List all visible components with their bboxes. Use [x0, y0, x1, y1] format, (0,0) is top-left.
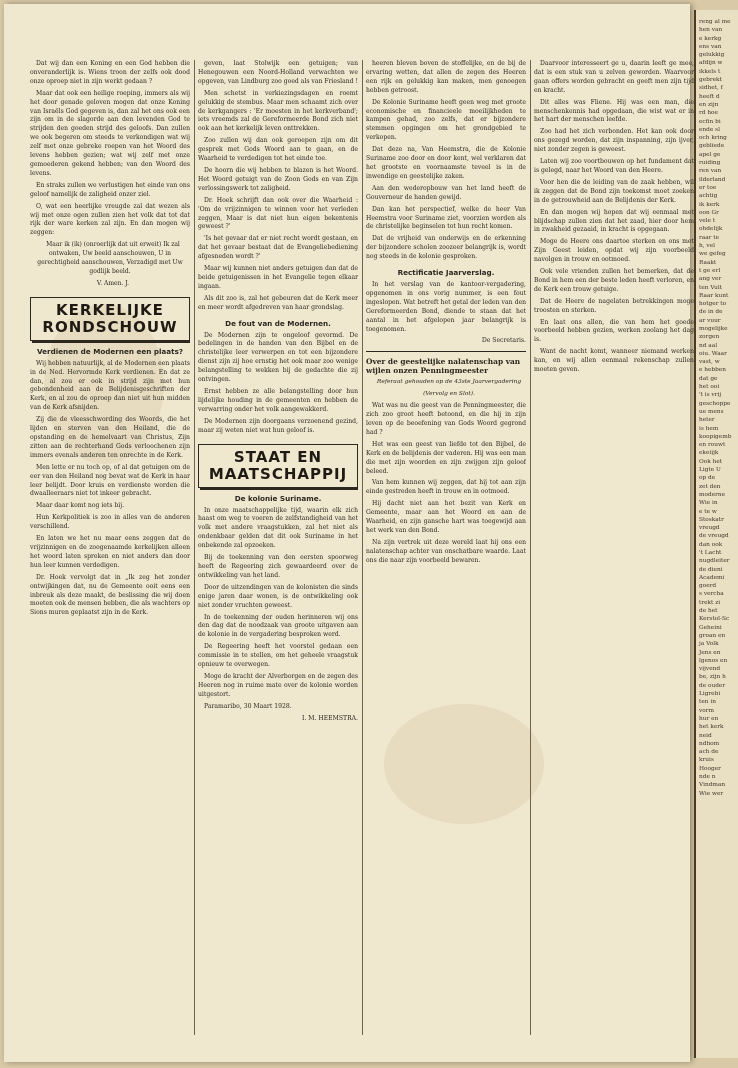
paragraph: Ernst hebben ze alle belangstelling door hun lijdelijke houding in de gemeenten en hebben de verwarring onder het volk aangewakkerd.: [198, 388, 358, 413]
next-page-line: 't Lacht: [699, 550, 722, 556]
next-page-line: ja Volk: [699, 641, 719, 648]
next-page-line: ik kerk: [699, 201, 720, 208]
column-rule: [362, 60, 363, 1035]
next-page-line: neid: [699, 732, 712, 739]
next-page-line: gelukkig: [699, 52, 725, 59]
next-page-line: nugdleiter: [699, 558, 730, 565]
next-page-line: goerd: [699, 583, 717, 590]
paragraph: Wat was nu die geest van de Penningmeester, die zich zoo groot heeft betoond, en die hij in zijn leven op de beoefening van Gods Woord gegrond had ?: [366, 402, 526, 436]
next-page-line: Raakt: [699, 259, 717, 266]
next-page-line: de in de: [699, 309, 723, 316]
dateline: Paramaribo, 30 Maart 1928.: [204, 702, 292, 710]
next-page-line: oon Gr: [699, 209, 719, 216]
next-page-line: Kerstol-Sc: [699, 616, 730, 623]
next-page-line: gebliede: [699, 143, 725, 150]
next-page-line: ang ver: [699, 276, 722, 283]
paragraph: En laten we het nu maar eens zeggen dat de vrijzinnigen en de zoogenaamde kerkelijken alleen het woord laten spreken en niet anders dan door hun leer kunnen verdedigen.: [30, 535, 190, 569]
paragraph: Dat deze na, Van Heemstra, die de Kolonie Suriname zoo door en door kent, wel verklaren dat het grootste en voornaamste teveel is in de inwendige en geestelijke zaken.: [366, 146, 526, 180]
next-page-line: och kring: [699, 135, 727, 142]
next-page-line: hotger to: [699, 301, 727, 308]
next-page-line: trekt zi: [699, 599, 721, 606]
paragraph: Dat de Heere de nagelaten betrekkingen moge troosten en sterken.: [534, 297, 694, 314]
paragraph: Voor hen die de leiding van de zaak hebben, wil ik zeggen dat de Bond zijn toekomst moet zoeken in de getrouwheid aan de Belijdenis der Kerk.: [534, 178, 694, 204]
next-page-line: s vercha: [699, 591, 724, 598]
next-page-line: moderne: [699, 491, 726, 498]
next-page-line: Raar kunt: [699, 292, 729, 299]
signature: De Secretaris.: [481, 337, 526, 345]
next-page-line: en rouwt: [699, 442, 726, 449]
column-1: [30, 60, 190, 1040]
paragraph: Dr. Hoek vervolgt dat in „Ik zeg het zonder ontwijkingen dat, nu de Gemeente ooit eens een inbreuk als deze maakt, de beslissing die wij doen moeten ook de mensen hebben, die als wachters op Sions muren geplaatst zijn in de Kerk.: [30, 573, 190, 617]
article-subtitle: Referaat gehouden op de 43ste Jaarvergadering: [376, 379, 522, 386]
paragraph: Zoo zullen wij dan ook geroepen zijn om dit gesprek met Gods Woord aan te gaan, en de Waarheid te verdedigen tot het einde toe.: [198, 137, 358, 163]
next-page-line: hur en: [699, 715, 719, 722]
paragraph: Van hem kunnen wij zeggen, dat hij tot aan zijn einde gestreden heeft in trouw en in ootmoed.: [366, 479, 526, 496]
paragraph: Laten wij zoo voortbouwen op het fundament dat is gelegd, naar het Woord van den Heere.: [534, 158, 694, 174]
author-byline: I. M. HEEMSTRA.: [301, 714, 358, 722]
article-meta: (Vervolg en Slot).: [423, 391, 475, 398]
next-page-line: Ook het: [699, 458, 723, 465]
next-page-line: oiu. Waar: [699, 350, 727, 357]
next-page-line: rd hoe: [699, 110, 718, 117]
next-page-line: ach de: [699, 749, 719, 756]
next-page-line: e kerkg: [699, 35, 722, 42]
paragraph: heeren bleven boven de stoffelijke, en de bij de ervaring wetten, dat allen de zegen des Heeren een rijk en gelukkig kan maken, men genoegen hebben getroost.: [366, 60, 526, 94]
paragraph: Maar daar komt nog iets bij.: [36, 502, 125, 510]
paragraph: In onze maatschappelijke tijd, waarin elk zich haast om weg te voeren de zelfstandigheid van het volk met andere vraagstukken, zal het niet als ondenkbaar gelden dat dit ook Suriname in het onbekende zal opzoeken.: [198, 506, 358, 550]
paragraph: Dr. Hoek schrijft dan ook over die Waarheid : 'Om de vrijzinnigen te winnen voor het verleden zeggen, Maar is dat niet hun eigen bekentenis geweest ?': [198, 196, 358, 231]
next-page-line: ilderland: [699, 176, 726, 183]
next-page-line: achtig: [699, 193, 718, 200]
paragraph: Hij dacht niet aan het bezit van Kerk en Gemeente, maar aan het Woord en aan de Waarheid, en zijn gansche hart was toegewijd aan het werk van den Bond.: [366, 500, 526, 534]
paragraph: Dit alles was Fliene. Hij was een man, die menschenkennis had opgedaan, die wist wat er in het hart der menschen leefde.: [534, 98, 694, 124]
paragraph: geven, laat Stolwijk een getuigen; van Henegouwen een Noord-Holland verwachten we opgeven, van Lindburg zoo goed als van Friesland !: [198, 60, 358, 85]
next-page-line: zorgen: [699, 334, 720, 341]
next-page-line: Wie in: [699, 500, 718, 507]
paragraph: En dan mogen wij hopen dat wij eenmaal met blijdschap zullen zien dat het zaad, hier door hem in zwakheid gezaaid, in kracht is opgegaan.: [534, 208, 694, 234]
paragraph: Moge de Heere ons daartoe sterken en ons met Zijn Geest leiden, opdat wij zijn voorbeeld navolgen in trouw en ootmoed.: [534, 238, 694, 264]
next-page-line: het ooi: [699, 384, 720, 391]
next-page-line: e hebben: [699, 367, 727, 374]
next-page-line: heeft d: [699, 93, 720, 100]
next-page-line: op de: [699, 475, 716, 482]
paragraph: Moge de kracht der Alverborgen en de zegen des Heeren nog in ruime mate over de kolonie worden uitgestort.: [198, 672, 358, 698]
paragraph: Daarvoor interesseert ge u, daarin leeft ge mee, dat is een stuk van u zelven geworden. Waarvoor gaan offers worden gebracht en geeft men zijn tijd en kracht.: [534, 60, 694, 94]
next-page-line: nd aal: [699, 342, 718, 349]
divider: [366, 351, 526, 352]
paragraph: Ook vele vrienden zullen het bemerken, dat de Bond in hem een der beste leden heeft verloren, en de Kerk een trouw getuige.: [534, 268, 694, 293]
column-rule: [194, 60, 195, 1035]
paragraph: Dan kan het perspectief, welke de heer Van Heemstra voor Suriname ziet, voorzien worden als de christelijke beginselen tot hun recht komen.: [366, 205, 526, 231]
next-page-line: h, vel: [699, 243, 715, 250]
paragraph: En laat ons allen, die van hem het goede voorbeeld hebben gezien, werken zoolang het dag is.: [534, 318, 694, 344]
next-page-line: koopigemb: [699, 433, 732, 440]
article-title: Over de geestelijke nalatenschap van wijlen onzen Penningmeester: [366, 357, 521, 376]
next-page-line: raar te: [699, 234, 720, 241]
paragraph: Men lette er nu toch op, of al dat getuigen om de eer van den Heiland nog bevat wat de Kerk in haar leer belijdt. Door kruis en verdienste worden die dwaalleeraars niet tot inkeer gebracht.: [30, 463, 190, 498]
next-page-line: Ligte U: [699, 467, 721, 474]
next-page-line: de ouder: [699, 682, 726, 689]
next-page-line: de dieni: [699, 566, 723, 573]
next-page-line: ten Vult: [699, 284, 723, 291]
next-page-line: vele t: [699, 218, 716, 225]
section-banner-kerkelijke-rondschouw: [30, 297, 190, 341]
next-page-line: mogelijke: [699, 325, 728, 332]
section-banner-staat-en-maatschappij: [198, 444, 358, 488]
next-page-line: er toe: [699, 184, 717, 191]
next-page-line: ens van: [699, 43, 722, 50]
next-page-line: gebrekt: [699, 77, 722, 84]
next-page-line: Geheini: [699, 624, 722, 631]
paragraph: De hoorn die wij hebben te blazen is het Woord. Het Woord getuigt van de Zoon Gods en van Zijn verlossingswerk tot zaligheid.: [198, 166, 358, 192]
next-page-line: 't is vrij: [699, 392, 722, 399]
next-page-line: afdijn w: [699, 60, 723, 67]
subheading: Rectificatie Jaarverslag.: [397, 268, 495, 278]
next-page-line: dan ook: [699, 541, 723, 548]
paragraph: Dat wij dan een Koning en een God hebben die onveranderlijk is. Wiens troon der zelfs ook dood onze oproep niet in zijn werkt gedaan ?: [30, 60, 190, 85]
next-page-line: de het: [699, 608, 718, 615]
next-page-line: ar vuur: [699, 317, 721, 324]
paragraph: In het verslag van de kantoor-vergadering, opgenomen in ons vorig nummer, is een fout ingeslopen. Wat betreft het getal der leden van den Gereformeerden Bond, diende te staan dat het aantal in het afgelopen jaar belangrijk is toegenomen.: [366, 281, 526, 333]
psalm-quote: Maar ik (ik) (onroerlijk dat uit erweit) Ik zal ontwaken, Uw beeld aanschouwen, U in gerechtigheid aanschouwen, Verzadigd met Uw godlijk beeld.: [37, 241, 183, 275]
next-page-line: ende sl: [699, 126, 720, 133]
paragraph: Maar wij kunnen niet anders getuigen dan dat de beide getuigenissen in het Evangelie tegen elkaar ingaan.: [198, 265, 358, 290]
next-page-line: vreugd: [699, 525, 720, 532]
paragraph: Maar dat ook een heilige roeping, immers als wij het door genade geloven mogen dat onze Koning van Israëls God gegeven is, dan zal het ons ook een zijn om in de slagorde aan den levenden God te strijden den goeden strijd des geloofs. Dan zullen we ook begeren om steeds te verkondigen wat wij zelf met onze gebreke roepen van het Woord des levens hebben gezien; wat wij zelf met onze gemoederen gekend hebben; van den Woord des levens.: [30, 89, 190, 177]
paragraph: O, wat een heerlijke vreugde zal dat wezen als wij met onze ogen zullen zien het volk dat tot dat rijk der ware kerken zal zijn. En dan mogen wij zeggen:: [30, 202, 190, 237]
article-title: Verdienen de Modernen een plaats?: [36, 346, 184, 356]
next-page-edge: [694, 10, 738, 1058]
paragraph: De Modernen zijn te ongeloof gevormd. De bedelingen in de handen van den Bijbel en de christelijke leer verwerpen en tot een bijzondere dienst zijn zij hoe ernstig het ook maar zoo wenige belangstelling te wekken bij de gedachte die zij ontvingen.: [198, 331, 358, 384]
next-page-line: Wie wer: [699, 790, 724, 797]
paragraph: 'Is het gevaar dat er niet recht wordt gestaan, en dat het gevaar bestaat dat de Evangeliebediening afgesneden wordt ?': [198, 235, 358, 261]
next-page-line: vast, w: [699, 359, 720, 366]
paragraph: En straks zullen we verlustigen het einde van ons geloof namelijk de zaligheid onzer ziel.: [30, 181, 190, 198]
next-page-line: kruis: [699, 757, 714, 764]
next-page-line: Stoskatr: [699, 516, 724, 523]
paragraph: Na zijn vertrek uit deze wereld laat hij ons een nalatenschap achter van onschatbare waarde. Laat ons die naar zijn voorbeeld bewaren.: [366, 538, 526, 564]
column-rule: [530, 60, 531, 1035]
next-page-line: Hooger: [699, 765, 721, 772]
next-page-line: sidhet, f: [699, 85, 723, 92]
next-page-line: ren van: [699, 168, 722, 175]
next-page-line: ten in: [699, 699, 716, 706]
next-page-line: geschoppe: [699, 400, 731, 407]
next-page-line: ue mens: [699, 408, 724, 415]
section-banner-line: RONDSCHOUW: [42, 317, 178, 336]
section-banner-line: STAAT EN: [233, 447, 323, 466]
paragraph: Want de nacht komt, wanneer niemand werken kan, en wij allen eenmaal rekenschap zullen moeten geven.: [534, 348, 694, 374]
next-page-text: [696, 10, 738, 798]
paragraph: Men schetst in verkiezingsdagen en roemt gelukkig de stembus. Maar men schaamt zich over de kerkgangers : 'Er moesten in het kerkverband'; iets vreemds zal de Gereformeerde Bond zich niet ook aan het kerkelijk leven onttrekken.: [198, 89, 358, 133]
next-page-line: heter: [699, 417, 715, 424]
paragraph: Bij de toekenning van den eersten spoorweg heeft de Regeering zich gewaardeerd over de ontwikkeling van het land.: [198, 554, 358, 579]
paragraph: Dat de vrijheid van onderwijs en de erkenning der bijzondere scholen zoozeer belangrijk is, wordt nog steeds in de kolonie gesproken.: [366, 235, 526, 261]
next-page-line: we gefeg: [699, 251, 726, 258]
next-page-line: ruiding: [699, 160, 721, 167]
section-banner-line: MAATSCHAPPIJ: [208, 464, 348, 483]
paragraph: In de toekenning der ouden herinneren wij ons den dag dat de noodzaak van groote uitgaven aan de kolonie in de vergadering besproken werd.: [198, 613, 358, 639]
next-page-line: ohdelijk: [699, 226, 723, 233]
next-page-line: reng al me: [699, 19, 731, 25]
paragraph: De Kolonie Suriname heeft geen weg met groote economische en financieele moeilijkheden te kampen gehad, zoo zelfs, dat er bijzondere stemmen opgingen om het grondgebied te verkopen.: [366, 98, 526, 142]
subheading: De fout van de Modernen.: [225, 318, 331, 328]
next-page-line: ikkels t: [699, 68, 721, 75]
signoff: V. Amen. J.: [96, 279, 130, 287]
paragraph: Hun Kerkpolitiek is zoo in alles van de anderen verschillend.: [30, 514, 190, 531]
next-page-line: lgenos en: [699, 657, 728, 664]
next-page-line: vijvend: [699, 666, 721, 673]
section-banner-line: KERKELIJKE: [56, 300, 164, 319]
next-page-line: ecfin bi: [699, 118, 721, 125]
next-page-line: groan en: [699, 632, 726, 639]
paragraph: Aan den wederopbouw van het land heeft de Gouverneur de handen gewijd.: [366, 184, 526, 201]
next-page-line: ekeiijk: [699, 450, 719, 457]
next-page-line: vorm: [699, 707, 715, 714]
next-page-line: nde n: [699, 774, 716, 781]
next-page-line: Academi: [699, 574, 725, 581]
next-page-line: Vindman: [699, 782, 726, 789]
next-page-line: e te w: [699, 508, 717, 515]
column-2: [198, 60, 358, 1040]
next-page-line: en zijn: [699, 101, 719, 108]
article-title: De kolonie Suriname.: [234, 493, 322, 503]
next-page-line: Jens en: [699, 649, 721, 656]
next-page-line: dat ge: [699, 375, 718, 382]
paragraph: Het was een geest van liefde tot den Bijbel, de Kerk en de belijdenis der vaderen. Hij was een man die met zijn woorden en zijn zwijgen zijn geloof beleed.: [366, 440, 526, 475]
next-page-line: is hem: [699, 425, 719, 432]
next-page-line: be, zijn h: [699, 674, 726, 681]
paragraph: Wij hebben natuurlijk, al de Modernen een plaats in de Ned. Hervormde Kerk verdienen. En dat ze dan, al zou er ook in strijd zijn met hun gebondenheid aan de Belijdenisgeschriften der Kerk, en al zou de oproep dan niet uit hun midden van de Kerk afsnijden.: [30, 359, 190, 412]
next-page-line: het kerk: [699, 724, 724, 731]
column-4: [534, 60, 694, 1040]
paragraph: De Modernen zijn doorgaans verzoenend gezind, maar zij weten niet wat hun geloof is.: [198, 417, 358, 434]
next-page-line: Ligrebi: [699, 691, 721, 698]
next-page-line: hen van: [699, 27, 723, 34]
paragraph: Zoo had het zich verbonden. Het kan ook door ons gezegd worden, dat zijn inspanning, zijn ijver, niet zonder zegen is geweest.: [534, 128, 694, 154]
next-page-line: t ge erl: [699, 267, 721, 274]
next-page-line: ndhom: [699, 740, 720, 747]
column-3: [366, 60, 526, 1040]
paragraph: Zij die de vleesschwording des Woords, die het lijden en sterven van den Heiland, die de opstanding en de hemelvaart van Christus, Zijn zitten aan de rechterhand Gods verloochenen zijn immers evenals anderen ten onrechte in de Kerk.: [30, 416, 190, 459]
next-page-line: apel ge: [699, 151, 721, 158]
paragraph: Door de uitzendingen van de kolonisten die sinds enige jaren daar wonen, is de ontwikkeling ook niet zonder vruchten geweest.: [198, 583, 358, 609]
paragraph: Als dit zoo is, zal het gebeuren dat de Kerk meer en meer wordt afgedreven van haar grondslag.: [198, 294, 358, 311]
paragraph: De Regeering heeft het voorstel gedaan een commissie in te stellen, om het geheele vraagstuk opnieuw te overwegen.: [198, 643, 358, 669]
next-page-line: de vreugd: [699, 533, 729, 540]
next-page-line: zet den: [699, 483, 721, 490]
